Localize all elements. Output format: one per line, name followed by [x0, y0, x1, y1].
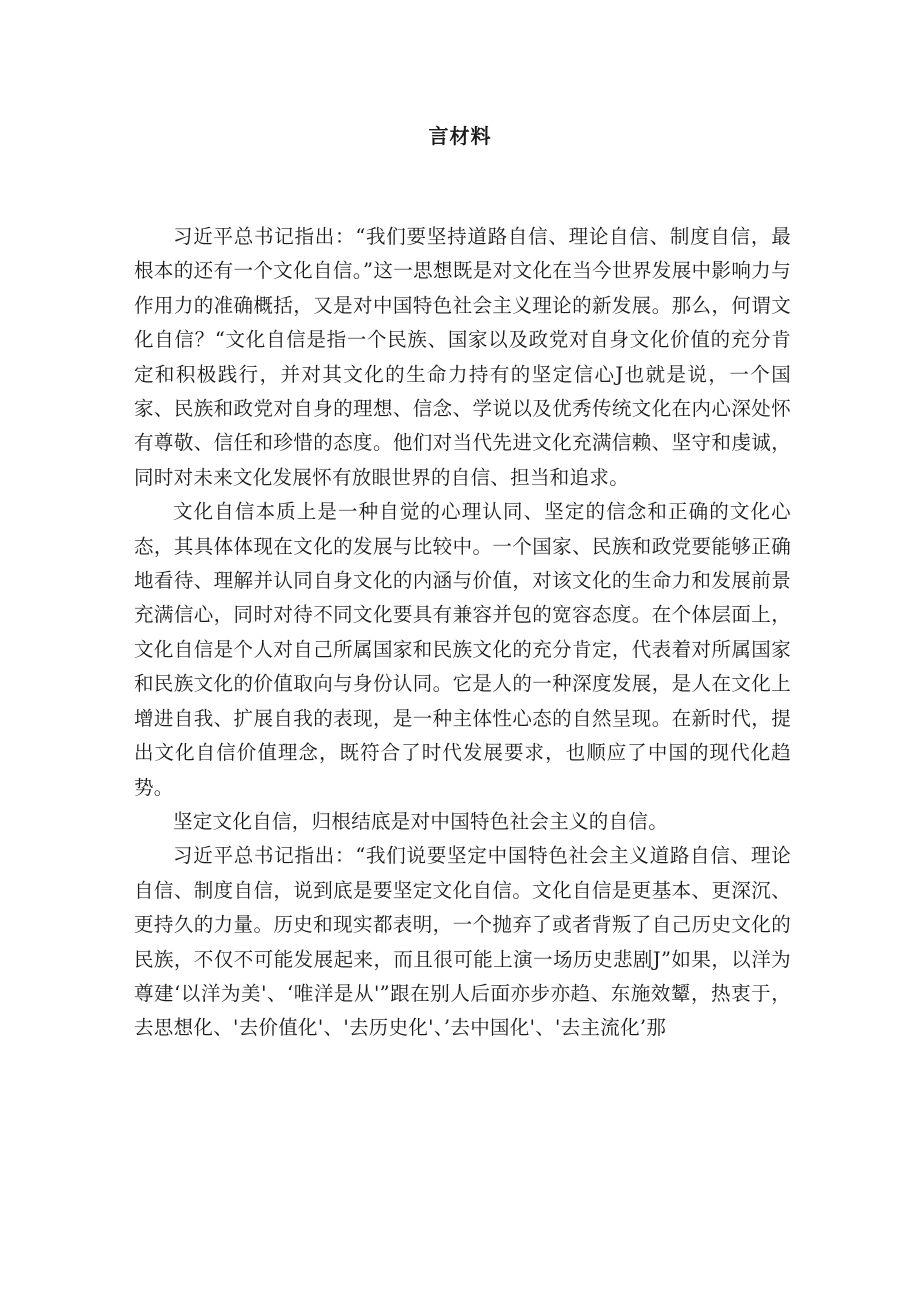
paragraph-3: 坚定文化自信，归根结底是对中国特色社会主义的自信。	[173, 809, 669, 833]
paragraph-1: 习近平总书记指出：“我们要坚持道路自信、理论自信、制度自信，最根本的还有一个文化自信。”这一思想既是对文化在当今世界发展中影响力与作用力的准确概括，又是对中国特色社会主义理论的新发展。那么，何谓文化自信？“文化自信是指一个民族、国家以及政党对自身文化价值的充分肯定和积极践行，并对其文化的生命力持有的坚定信心J也就是说，一个国家、民族和政党对自身的理想、信念、学说以及优秀传统文化在内心深处怀有尊敬、信任和珍惜的态度。他们对当代先进文化充满信赖、坚守和虔诚，同时对未来文化发展怀有放眼世界的自信、担当和追求。	[134, 225, 791, 489]
document-title: 言材料	[428, 124, 492, 148]
paragraph-2: 文化自信本质上是一种自觉的心理认同、坚定的信念和正确的文化心态，其具体体现在文化的发展与比较中。一个国家、民族和政党要能够正确地看待、理解并认同自身文化的内涵与价值，对该文化的生命力和发展前景充满信心，同时对待不同文化要具有兼容并包的宽容态度。在个体层面上，文化自信是个人对自己所属国家和民族文化的充分肯定，代表着对所属国家和民族文化的价值取向与身份认同。它是人的一种深度发展，是人在文化上增进自我、扩展自我的表现，是一种主体性心态的自然呈现。在新时代，提出文化自信价值理念，既符合了时代发展要求，也顺应了中国的现代化趋势。	[134, 500, 791, 799]
paragraph-4: 习近平总书记指出：“我们说要坚定中国特色社会主义道路自信、理论自信、制度自信，说到底是要坚定文化自信。文化自信是更基本、更深沉、更持久的力量。历史和现实都表明，一个抛弃了或者背叛了自己历史文化的民族，不仅不可能发展起来，而且很可能上演一场历史悲剧J”如果，以洋为尊建‘以洋为美'、‘唯洋是从'”跟在别人后面亦步亦趋、东施效颦，热衷于，去思想化、'去价值化'、'去历史化'、’去中国化'、'去主流化’那	[134, 844, 791, 1040]
document-body	[134, 220, 791, 1046]
